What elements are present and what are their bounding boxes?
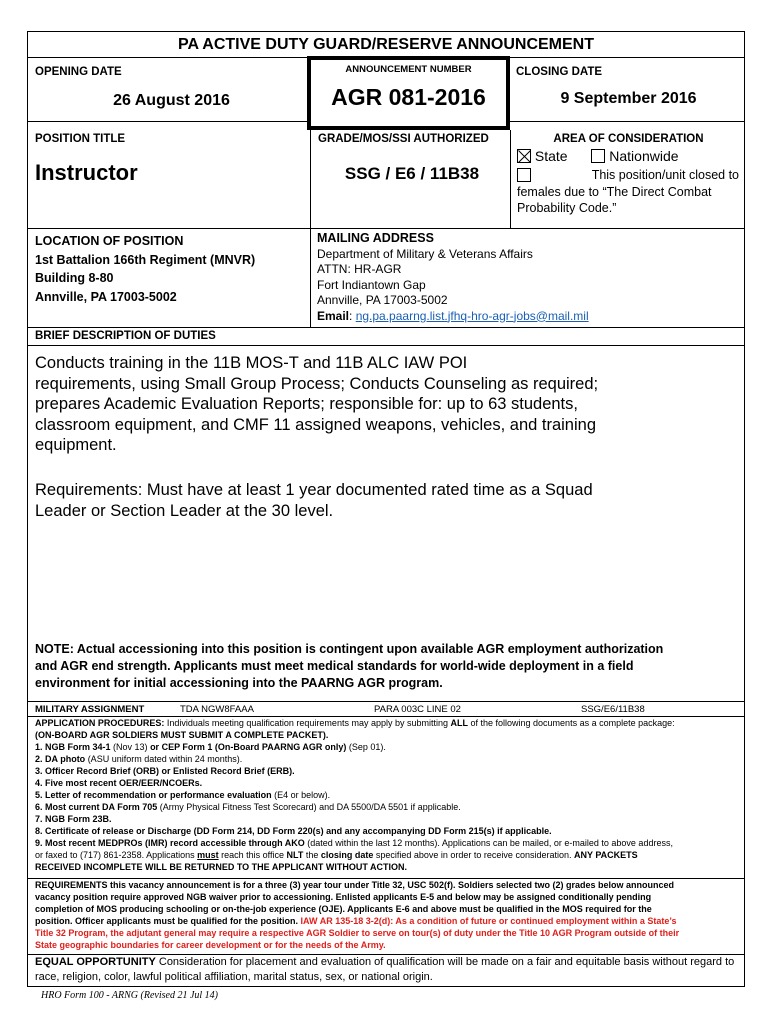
- duties-label: BRIEF DESCRIPTION OF DUTIES: [35, 330, 216, 342]
- divider: [27, 228, 745, 229]
- closed-line-2: females due to “The Direct Combat: [517, 184, 712, 199]
- tour-line-5: Title 32 Program, the adjutant general may require a respective AGR Soldier to serve on tour(s) of duty under the Title 10 AGR Program outside of their: [35, 928, 680, 938]
- email-label: Email: [317, 308, 350, 323]
- military-assignment-row: [35, 704, 144, 715]
- divider: [310, 130, 311, 228]
- onboard-note: (ON-BOARD AGR SOLDIERS MUST SUBMIT A COMPLETE PACKET).: [35, 730, 329, 740]
- mailing-line-4: Annville, PA 17003-5002: [317, 293, 448, 307]
- tour-line-4-red: IAW AR 135-18 3-2(d): As a condition of future or continued employment within a State’s: [300, 916, 677, 926]
- email-link[interactable]: ng.pa.paarng.list.jfhq-hro-agr-jobs@mail.mil: [355, 308, 589, 323]
- duties-line-2: requirements, using Small Group Process; Conducts Counseling as required;: [35, 374, 599, 393]
- closed-to-females-note: [517, 167, 739, 217]
- duties-requirements: [35, 480, 593, 521]
- grade-value: SSG / E6 / 11B38: [344, 164, 480, 183]
- divider: [510, 130, 511, 228]
- note-line-3: environment for initial accessioning into the PAARNG AGR program.: [35, 676, 443, 690]
- mailing-line-3: Fort Indiantown Gap: [317, 277, 426, 292]
- list-item: 3. Officer Record Brief (ORB) or Enlisted Record Brief (ERB).: [35, 766, 295, 776]
- area-of-consideration-label: AREA OF CONSIDERATION: [553, 133, 704, 145]
- list-item: 7. NGB Form 23B.: [35, 814, 112, 824]
- note-line-1: NOTE: Actual accessioning into this position is contingent upon available AGR employment authorization: [35, 642, 664, 656]
- location-label: LOCATION OF POSITION: [35, 234, 184, 248]
- tour-requirements: [35, 879, 743, 951]
- list-item: 6. Most current DA Form 705 (Army Physical Fitness Test Scorecard) and DA 5500/DA 5501 if applicable.: [35, 802, 461, 812]
- nationwide-checkbox[interactable]: [591, 149, 605, 163]
- assignment-grade-value: SSG/E6/11B38: [581, 704, 645, 715]
- opening-date-label: OPENING DATE: [35, 66, 122, 78]
- equal-opportunity-line-1: Consideration for placement and evaluation of qualification will be made on a fair and equitable basis without regard to: [155, 956, 735, 968]
- equal-opportunity: [35, 955, 743, 985]
- divider: [310, 228, 311, 327]
- location-line-2: Building 8-80: [35, 271, 114, 285]
- list-item: 5. Letter of recommendation or performance evaluation (E4 or below).: [35, 790, 331, 800]
- incomplete-packets-warning: RECEIVED INCOMPLETE WILL BE RETURNED TO THE APPLICANT WITHOUT ACTION.: [35, 862, 408, 872]
- fax-instructions: or faxed to (717) 861-2358. Applications must reach this office NLT the closing date specified above in order to receive consideration. ANY PACKETS: [35, 850, 638, 860]
- requirements-line-2: Leader or Section Leader at the 30 level.: [35, 501, 334, 520]
- announcement-number-value: AGR 081-2016: [331, 84, 486, 110]
- accession-note: [35, 641, 663, 692]
- duties-line-1: Conducts training in the 11B MOS-T and 11B ALC IAW POI: [35, 354, 468, 372]
- location-line-3: Annville, PA 17003-5002: [35, 289, 177, 304]
- para-line-value: PARA 003C LINE 02: [374, 704, 461, 715]
- duties-line-3: prepares Academic Evaluation Reports; responsible for: up to 63 students,: [35, 395, 578, 413]
- procedures-label: APPLICATION PROCEDURES:: [35, 718, 165, 728]
- equal-opportunity-line-2: race, religion, color, lawful political affiliation, marital status, sex, or national origin.: [35, 971, 433, 983]
- announcement-number-label: ANNOUNCEMENT NUMBER: [345, 64, 472, 75]
- position-title-value: Instructor: [35, 160, 138, 185]
- equal-opportunity-label: EQUAL OPPORTUNITY: [35, 956, 156, 968]
- list-item: 4. Five most recent OER/EER/NCOERs.: [35, 778, 203, 788]
- opening-date-value: 26 August 2016: [113, 92, 230, 109]
- divider: [27, 701, 745, 702]
- position-title-label: POSITION TITLE: [35, 133, 126, 145]
- divider: [27, 345, 745, 346]
- tour-line-1: REQUIREMENTS this vacancy announcement is for a three (3) year tour under Title 32, USC 502(f). Soldiers selected two (2) grades below announced: [35, 880, 674, 890]
- nationwide-label: Nationwide: [609, 148, 679, 164]
- duties-description: [35, 353, 598, 456]
- list-item: 8. Certificate of release or Discharge (DD Form 214, DD Form 220(s) and any accompanying DD Form 215(s) if applicable.: [35, 826, 552, 836]
- closing-date-value: 9 September 2016: [560, 90, 697, 107]
- duties-line-4: classroom equipment, and CMF 11 assigned weapons, vehicles, and training: [35, 415, 596, 434]
- list-item: 1. NGB Form 34-1 (Nov 13) or CEP Form 1 (On-Board PAARNG AGR only) (Sep 01).: [35, 742, 386, 752]
- military-assignment-label: MILITARY ASSIGNMENT: [35, 704, 145, 715]
- divider: [27, 327, 745, 328]
- tda-value: TDA NGW8FAAA: [180, 704, 254, 715]
- announcement-title: PA ACTIVE DUTY GUARD/RESERVE ANNOUNCEMENT: [177, 36, 595, 53]
- requirements-line-1: Requirements: Must have at least 1 year documented rated time as a Squad: [35, 481, 593, 499]
- mailing-block: [317, 231, 589, 324]
- grade-label: GRADE/MOS/SSI AUTHORIZED: [318, 133, 489, 145]
- mailing-label: MAILING ADDRESS: [317, 231, 434, 245]
- tour-line-4: position. Officer applicants must be qualified for the position.: [35, 916, 301, 926]
- email-separator: :: [349, 308, 356, 323]
- application-procedures: [35, 717, 743, 873]
- duties-line-5: equipment.: [35, 436, 117, 454]
- area-options: [517, 148, 679, 164]
- tour-line-3: completion of MOS producing schooling or on-the-job experience (OJE). Applicants E-6 and above must be qualified in the MOS required for the: [35, 904, 652, 914]
- procedures-intro: Individuals meeting qualification requirements may apply by submitting: [164, 718, 451, 728]
- closed-line-3: Probability Code.”: [517, 201, 617, 215]
- state-checkbox[interactable]: [517, 149, 531, 163]
- procedures-intro-end: of the following documents as a complete package:: [468, 718, 675, 728]
- closed-line-1: This position/unit closed to: [591, 168, 739, 182]
- state-label: State: [534, 148, 568, 164]
- location-block: [35, 232, 255, 306]
- mailing-line-2: ATTN: HR-AGR: [317, 262, 402, 276]
- mailing-line-1: Department of Military & Veterans Affairs: [317, 246, 533, 261]
- divider: [27, 121, 307, 122]
- tour-line-6: State geographic boundaries for career development or for the needs of the Army.: [35, 940, 386, 950]
- procedures-all: ALL: [450, 718, 468, 728]
- list-item: 9. Most recent MEDPROs (IMR) record accessible through AKO (dated within the last 12 months). Applications can be mailed, or e-mailed to above address,: [35, 838, 673, 848]
- closed-to-females-checkbox[interactable]: [517, 168, 531, 182]
- location-line-1: 1st Battalion 166th Regiment (MNVR): [35, 252, 256, 267]
- divider: [510, 121, 745, 122]
- list-item: 2. DA photo (ASU uniform dated within 24 months).: [35, 754, 243, 764]
- tour-line-2: vacancy position require approved NGB waiver prior to accessioning. Enlisted applicants E-5 and below may be assigned conditionally pending: [35, 892, 652, 902]
- closing-date-label: CLOSING DATE: [516, 66, 603, 78]
- note-line-2: and AGR end strength. Applicants must meet medical standards for world-wide deployment in a field: [35, 659, 634, 673]
- form-number: HRO Form 100 - ARNG (Revised 21 Jul 14): [41, 990, 219, 1001]
